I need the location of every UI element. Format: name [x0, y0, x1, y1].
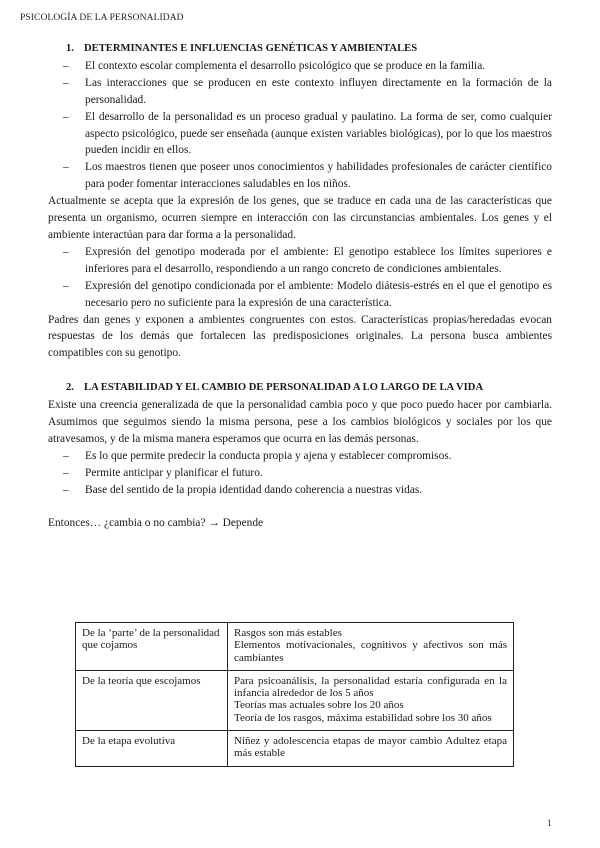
- list-item: – Permite anticipar y planificar el futuro.: [63, 466, 263, 479]
- section-2-title: LA ESTABILIDAD Y EL CAMBIO DE PERSONALIDAD A LO LARGO DE LA VIDA: [84, 382, 484, 394]
- list-item: – El contexto escolar complementa el desarrollo psicológico que se produce en la familia.: [63, 59, 486, 72]
- entonces-line: Entonces… ¿cambia o no cambia? → Depende: [48, 516, 264, 529]
- table-cell-content: Para psicoanálisis, la personalidad estaría configurada en la infancia alrededor de los 5 años Teorías mas actuales sobre los 20 años Teoría de los rasgos, máxima estabilidad sobre los 30 años: [228, 670, 514, 730]
- list-item: – Las interacciones que se producen en este contexto influyen directamente en la formación de la personalidad.: [63, 76, 552, 106]
- page-number: 1: [547, 818, 552, 828]
- table-cell-label: De la teoría que escojamos: [76, 670, 228, 730]
- table-row: [76, 623, 514, 671]
- section-2-bullets: [48, 448, 552, 499]
- section-1-paragraph-2: Padres dan genes y exponen a ambientes congruentes con estos. Características propias/heredadas evocan respuestas de los demás que fortalecen las predisposiciones originales. La persona busca ambientes compatibles con su genotipo.: [48, 313, 552, 360]
- section-2-number: 2.: [66, 382, 74, 394]
- section-1-bullets: [48, 58, 552, 193]
- table-cell-content: Niñez y adolescencia etapas de mayor cambio Adultez etapa más estable: [228, 731, 514, 767]
- list-item: – Expresión del genotipo moderada por el ambiente: El genotipo establece los límites superiores e inferiores para el desarrollo, respondiendo a un rango concreto de condiciones ambientales.: [63, 245, 552, 275]
- section-1-heading: [66, 41, 552, 58]
- page-header: PSICOLOGÍA DE LA PERSONALIDAD: [20, 13, 184, 23]
- list-item: – El desarrollo de la personalidad es un proceso gradual y paulatino. La forma de ser, como cualquier aspecto psicológico, puede ser enseñada (aunque existen variables biológicas), por lo que los maestros pueden incidir en ellos.: [63, 110, 552, 157]
- section-2-paragraph-1: Existe una creencia generalizada de que la personalidad cambia poco y que poco puedo hacer por cambiarla. Asumimos que seguimos siendo la misma persona, pese a los cambios biológicos y sociales por los que atravesamos, y de la misma manera esperamos que ocurra en las demás personas.: [48, 399, 552, 445]
- list-item: – Expresión del genotipo condicionada por el ambiente: Modelo diátesis-estrés en el que el genotipo es necesario pero no suficiente para la expresión de una característica.: [63, 279, 552, 309]
- list-item: – Los maestros tienen que poseer unos conocimientos y habilidades profesionales de carácter científico para poder fomentar interacciones saludables en los niños.: [63, 161, 552, 191]
- section-1-title: DETERMINANTES E INFLUENCIAS GENÉTICAS Y AMBIENTALES: [84, 43, 418, 54]
- table-cell-label: De la etapa evolutiva: [76, 731, 228, 767]
- table-row: [76, 731, 514, 767]
- table-row: [76, 670, 514, 730]
- document-body: [48, 41, 552, 531]
- list-item: – Es lo que permite predecir la conducta propia y ajena y establecer compromisos.: [63, 449, 452, 462]
- section-2-heading: [66, 380, 552, 397]
- list-item: – Base del sentido de la propia identidad dando coherencia a nuestras vidas.: [63, 483, 423, 496]
- table-cell-label: De la ‘parte’ de la personalidad que cojamos: [76, 623, 228, 671]
- section-1-number: 1.: [66, 43, 74, 54]
- table-cell-content: Rasgos son más estables Elementos motivacionales, cognitivos y afectivos son más cambiantes: [228, 623, 514, 671]
- stability-table: [75, 622, 514, 767]
- section-1-bullets-2: [48, 244, 552, 312]
- section-1-paragraph-1: Actualmente se acepta que la expresión de los genes, que se traduce en cada una de las características que presenta un organismo, ocurren siempre en interacción con las circunstancias ambientales. Los genes y el ambiente interactúan para dar forma a la personalidad.: [48, 195, 552, 241]
